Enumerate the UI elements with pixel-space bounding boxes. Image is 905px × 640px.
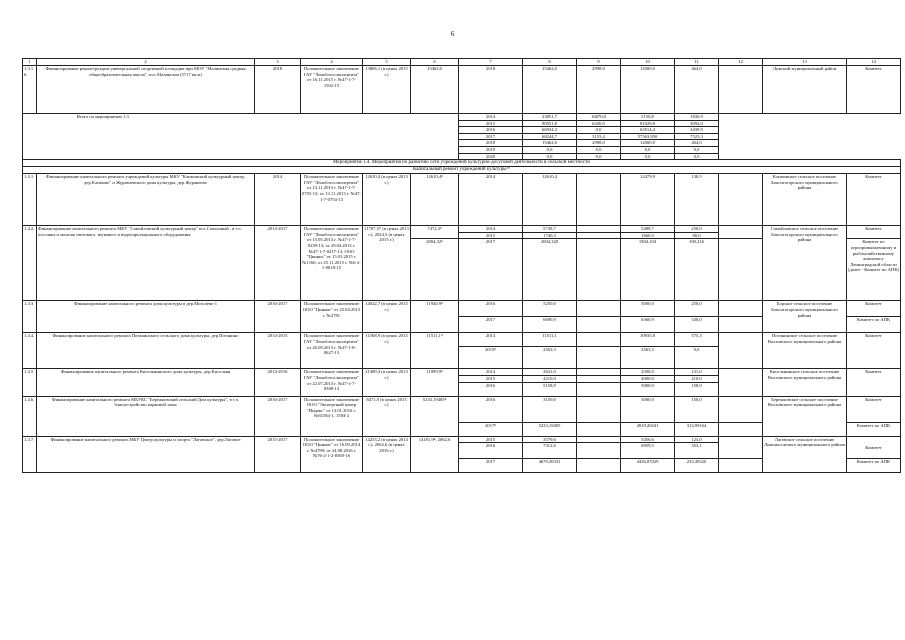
row-federal: [577, 375, 621, 382]
row-need: 11999,9⁸: [411, 369, 459, 396]
row-title: Финансирование капитального ремонта МКУ "Самойловский культурный центр" пос.Совхозный , в т.ч. поставка и монтаж светового, звукового и видеопроекционного оборудования: [37, 226, 255, 301]
row-years: 2014: [255, 174, 301, 226]
total-year: 2020: [459, 153, 523, 160]
row-year: 2017⁸: [459, 422, 523, 436]
row-local: 353,1: [675, 443, 719, 459]
row-total: 6690,9: [523, 317, 577, 333]
program-table: [22, 58, 899, 473]
row-year: 2014: [459, 333, 523, 347]
column-number: 2: [37, 59, 255, 66]
row-other: [719, 422, 763, 436]
row-federal: [577, 347, 621, 369]
row-federal: [577, 443, 621, 459]
financing-table: [22, 58, 901, 473]
row-document: Положительное заключение ГАУ "Леноблгосэкспертиза" от 26.09.2013 г. №47-1-8-0627-13: [301, 333, 363, 369]
row-need: 11940,9⁸: [411, 301, 459, 333]
row-other: [719, 333, 763, 369]
total-sum: 23851,7: [523, 114, 577, 121]
row-responsible: Комитет по АПК: [847, 317, 901, 333]
column-number: 6: [411, 59, 459, 66]
total-regional: 81029,8: [621, 120, 675, 127]
row-title: Финансирование капитального ремонта дома культуры в дер.Мозолево-1: [37, 301, 255, 333]
row-cost: 8471,0 (в ценах 2015 г.): [363, 396, 411, 436]
row-responsible: Комитет: [847, 301, 901, 317]
column-number: 5: [363, 59, 411, 66]
row-title: Финансирование капитального ремонта учреждений культуры МКУ "Климовский культурный центр, дер.Климово" и Журавлевского дома культуры, дер.Журавлево: [37, 174, 255, 226]
total-year: 2017: [459, 133, 523, 140]
row-document: Положительное заключение ГАУ "Леноблгосэкспертиза" от 15.05.2013 г. №47-1-7-0239-13; от 29.04.2013 г. №47-1-7-0217-13; ООО "Циннис" от 15.03.2015 г. №1166; от 25.11.2015 г. №6-2-1-0818-15: [301, 226, 363, 301]
row-regional: 1660,3: [621, 232, 675, 239]
row-beneficiary: Лаговское сельское поселение Ломоносовского муниципального района: [763, 436, 847, 473]
row-document: Положительное заключение ООО "Экспертный центр "Индекс" от 13.01.2016 г. №61584-1, 1584-2: [301, 396, 363, 436]
row-year: 2016: [459, 396, 523, 422]
row-responsible: Комитет: [847, 369, 901, 396]
row-total: 4670,36331: [523, 459, 577, 473]
total-federal: 6430,0: [577, 120, 621, 127]
row-total: 4210,0: [523, 375, 577, 382]
total-federal: 3155,4: [577, 133, 621, 140]
row-federal: [577, 226, 621, 233]
total-regional: 0,0: [621, 146, 675, 153]
total-sum: 15462,0: [523, 140, 577, 147]
row-number: 1.4.5: [23, 369, 37, 396]
total-federal: 16870,0: [577, 114, 621, 121]
row-number: 1.4.7.: [23, 436, 37, 473]
row-federal: [577, 333, 621, 347]
row-total: 1740,3: [523, 232, 577, 239]
row-other: [719, 301, 763, 317]
row-local: 233,49320: [675, 459, 719, 473]
row-total: 5250,0: [523, 301, 577, 317]
total-local: 3092,0: [675, 120, 719, 127]
row-federal: [577, 239, 621, 301]
row-year: 2016: [459, 443, 523, 459]
row-federal: [577, 396, 621, 422]
total-regional: 5150,8: [621, 114, 675, 121]
total-year: 2015: [459, 120, 523, 127]
row-total: 3150,0: [523, 396, 577, 422]
row-other: [719, 174, 763, 226]
row-document: Положительное заключение ГАУ "Леноблгосэкспертиза" от 13.11.2013 г. №47-1-7-0755-13; от 13.11.2013 г. №47-1-7-0754-13: [301, 174, 363, 226]
row-title: Финансирование капитального ремонта Кисельнинского дома культуры, дер.Кисельня: [37, 369, 255, 396]
total-federal: 0,0: [577, 153, 621, 160]
row-local: 131,0: [675, 369, 719, 376]
row-other: [719, 239, 763, 301]
row-document: Положительное заключение ГАУ "Леноблгосэкспертиза" от 16.11.2015 г. №47-1-7-1502-15: [301, 66, 363, 114]
row-federal: [577, 436, 621, 443]
row-title: Финансирование капитального ремонта Потанинского сельского дома культуры, дер.Потанино: [37, 333, 255, 369]
row-total: 5233,19405: [523, 422, 577, 436]
row-regional: 12000,0: [621, 66, 675, 114]
total-sum: 68244,7: [523, 133, 577, 140]
total-federal: 2998,0: [577, 140, 621, 147]
row-regional: 4000,0: [621, 375, 675, 382]
capital-repair-title: Капитальный ремонт учреждений культуры¹⁰: [23, 167, 901, 174]
row-other: [719, 436, 763, 459]
total-sum: 90551,8: [523, 120, 577, 127]
row-document: Положительное заключение ООО "Циннис" от 25.04.2015 г. №2781: [301, 301, 363, 333]
column-number: 7: [459, 59, 523, 66]
row-local: 575,3: [675, 333, 719, 347]
row-regional: 5488,7: [621, 226, 675, 233]
row-responsible: Комитет: [847, 66, 901, 114]
row-cost: 11707,57 (в ценах 2013 г.), 2024,5 (в ценах 2015 г.): [363, 226, 411, 301]
row-regional: 5000,0: [621, 382, 675, 396]
row-year: 2016: [459, 382, 523, 396]
row-local: 210,0: [675, 375, 719, 382]
row-year: 2015⁸: [459, 347, 523, 369]
row-local: 330,0: [675, 317, 719, 333]
row-cost: 14253,2 (в ценах 2014 г.), 2062,6 (в ценах 2016 г.): [363, 436, 411, 473]
row-document: Положительное заключение ГАУ "Леноблгосэкспертиза" от 22.07.2013 г. №47-1-7-0388-13: [301, 369, 363, 396]
row-local: 250,0: [675, 226, 719, 233]
row-need: 5233,19405⁸: [411, 396, 459, 436]
total-federal: 0,0: [577, 127, 621, 134]
section-title-row: [23, 160, 901, 167]
column-number: 9: [577, 59, 621, 66]
total-regional: 63514,4: [621, 127, 675, 134]
row-federal: 2998,9: [577, 66, 621, 114]
row-regional: 1904,104: [621, 239, 675, 301]
column-number: 4: [301, 59, 363, 66]
row-need: 11511,1⁸: [411, 333, 459, 369]
row-title: Финансирование капитального ремонта МБУ Центр культуры и спорта "Лаговское", дер.Лаговое: [37, 436, 255, 473]
row-years: 2016-2017: [255, 301, 301, 333]
total-local: 0,0: [675, 153, 719, 160]
row-beneficiary: Кисельнинское сельское поселение Волховского муниципального района: [763, 369, 847, 396]
row-regional: 3456,6: [621, 436, 675, 443]
table-row: [23, 226, 901, 233]
row-year: 2015: [459, 436, 523, 443]
row-responsible: Комитет по АПК: [847, 422, 901, 436]
row-total: 3579,6: [523, 436, 577, 443]
table-row: [23, 301, 901, 317]
row-year: 2017: [459, 317, 523, 333]
total-sum: 0,0: [523, 153, 577, 160]
page-number: 6: [450, 30, 455, 38]
row-other: [719, 226, 763, 239]
total-year: 2019: [459, 146, 523, 153]
row-years: 2014-2017: [255, 226, 301, 301]
total-label: Итого по мероприятию 1.3: [37, 114, 459, 160]
row-federal: [577, 369, 621, 376]
table-row: [23, 396, 901, 422]
row-regional: 10935,8: [621, 333, 675, 347]
row-responsible: Комитет: [847, 174, 901, 226]
row-beneficiary: Климовское сельское поселение Бокситогорского муниципального района: [763, 174, 847, 226]
row-beneficiary: Самойловское сельское поселение Бокситогорского муниципального района: [763, 226, 847, 301]
row-year: 2014: [459, 174, 523, 226]
row-total: 15462,0: [523, 66, 577, 114]
row-responsible: Комитет: [847, 333, 901, 369]
row-regional: 5000,0: [621, 301, 675, 317]
total-federal: 0,0: [577, 146, 621, 153]
row-number: 1.4.1.: [23, 174, 37, 226]
row-beneficiary: Потанинское сельское поселение Волховского муниципального района: [763, 333, 847, 369]
row-responsible: Комитет по АПК: [847, 459, 901, 473]
row-regional: 6959,5: [621, 443, 675, 459]
total-year: 2016: [459, 127, 523, 134]
row-year: 2018: [459, 66, 523, 114]
row-regional: 3000,0: [621, 396, 675, 422]
row-need: 2004,32⁸: [411, 239, 459, 301]
row-years: 2014-2016: [255, 369, 301, 396]
row-federal: [577, 301, 621, 317]
row-regional: 4919,20241: [621, 422, 675, 436]
row-other: [719, 66, 763, 114]
row-year: 2014: [459, 226, 523, 233]
row-total: 11511,1: [523, 333, 577, 347]
total-year: 2014: [459, 114, 523, 121]
row-regional: 12479,9: [621, 174, 675, 226]
row-total: 2563,3: [523, 347, 577, 369]
column-number: 14: [847, 59, 901, 66]
row-years: 2015-2017: [255, 436, 301, 473]
row-cost: 12610,4 (в ценах 2013 г.): [363, 174, 411, 226]
row-number: 1.4.6.: [23, 396, 37, 436]
row-number: 1.4.2.: [23, 226, 37, 301]
row-total: 2004,320: [523, 239, 577, 301]
row-federal: [577, 459, 621, 473]
table-row: [23, 333, 901, 347]
row-responsible: Комитет: [847, 396, 901, 422]
row-other: [719, 459, 763, 473]
row-local: 313,99164: [675, 422, 719, 436]
row-total: 12610,4: [523, 174, 577, 226]
row-year: 2015: [459, 375, 523, 382]
total-sum: 0,0: [523, 146, 577, 153]
row-year: 2017: [459, 239, 523, 301]
row-number: 1.4.3: [23, 301, 37, 333]
row-total: 2631,0: [523, 369, 577, 376]
row-local: 0,0: [675, 347, 719, 369]
column-number: 3: [255, 59, 301, 66]
table-row: [23, 436, 901, 443]
total-local: 7525,3: [675, 133, 719, 140]
row-total: 5738,7: [523, 226, 577, 233]
row-year: 2017: [459, 459, 523, 473]
total-year: 2018: [459, 140, 523, 147]
row-beneficiary: Борское сельское поселение Бокситогорского муниципального района: [763, 301, 847, 333]
row-responsible: Комитет: [847, 436, 901, 459]
event-title: Мероприятие 1.4. Мероприятия по развитию сети учреждений культурно-досуговой деятельности в сельской местности: [23, 160, 901, 167]
row-number: 1.4.4.: [23, 333, 37, 369]
row-total: 7312,6: [523, 443, 577, 459]
row-regional: 6360,9: [621, 317, 675, 333]
row-local: 80,0: [675, 232, 719, 239]
row-responsible: Комитет по агропромышленному и рыбохозяйственному комплексу Ленинградской области (далее - Комитет по АПК): [847, 239, 901, 301]
total-local: 0,0: [675, 146, 719, 153]
row-regional: 2563,3: [621, 347, 675, 369]
column-number: 11: [675, 59, 719, 66]
row-responsible: Комитет: [847, 226, 901, 239]
row-year: 2014: [459, 369, 523, 376]
row-cost: 11568,9 (в ценах 2013 г.): [363, 333, 411, 369]
row-need: 15462,0: [411, 66, 459, 114]
row-federal: [577, 422, 621, 436]
total-sum: 66934,3: [523, 127, 577, 134]
row-federal: [577, 317, 621, 333]
row-beneficiary: Лужский муниципальный район: [763, 66, 847, 114]
row-cost: 21489,4 (в ценах 2013 г.): [363, 369, 411, 396]
row-local: 250,0: [675, 301, 719, 317]
total-local: 464,0: [675, 140, 719, 147]
total-local: 1830,9: [675, 114, 719, 121]
column-number-row: [23, 59, 901, 66]
row-regional: 4436,87029: [621, 459, 675, 473]
total-regional: 0,0: [621, 153, 675, 160]
section-subtitle-row: [23, 167, 901, 174]
row-years: 2018: [255, 66, 301, 114]
row-number: 1.3.16.: [23, 66, 37, 114]
row-years: 2014-2015: [255, 333, 301, 369]
row-total: 5158,9: [523, 382, 577, 396]
total-local: 3439,9: [675, 127, 719, 134]
column-number: 8: [523, 59, 577, 66]
table-row: [23, 369, 901, 376]
row-need: 14181,9⁸; 2062,6: [411, 436, 459, 473]
row-local: 158,9: [675, 382, 719, 396]
row-local: 150,0: [675, 396, 719, 422]
total-regional: 57563,950: [621, 133, 675, 140]
row-local: 123,0: [675, 436, 719, 443]
row-need: 7472,2⁸: [411, 226, 459, 239]
row-local: 130,5: [675, 174, 719, 226]
row-federal: [577, 232, 621, 239]
row-years: 2016-2017: [255, 396, 301, 436]
row-year: 2016: [459, 301, 523, 317]
table-row: [23, 174, 901, 226]
total-regional: 12000,0: [621, 140, 675, 147]
row-local: 464,0: [675, 66, 719, 114]
column-number: 1: [23, 59, 37, 66]
row-other: [719, 317, 763, 333]
row-need: 12610,4⁸: [411, 174, 459, 226]
row-title: Финансирование капитального ремонта МБУКС "Бережковский сельский Дом культуры", в т.ч. благоустройство парковой зоны: [37, 396, 255, 436]
row-beneficiary: Бережковское сельское поселение Волховского муниципального района: [763, 396, 847, 436]
row-local: 100,216: [675, 239, 719, 301]
table-row: [23, 66, 901, 114]
total-row: [23, 114, 901, 121]
row-cost: 14022,7 (в ценах 2015 г.): [363, 301, 411, 333]
column-number: 12: [719, 59, 763, 66]
column-number: 13: [763, 59, 847, 66]
row-other: [719, 369, 763, 396]
row-document: Положительное заключение ООО "Циннис" от 16.09.2014 г. №4789; от 24.08.2016 г. №76-2-1-2-0560-16: [301, 436, 363, 473]
row-federal: [577, 382, 621, 396]
row-other: [719, 396, 763, 422]
row-year: 2015: [459, 232, 523, 239]
row-federal: [577, 174, 621, 226]
row-cost: 13806,1 (в ценах 2015 г.): [363, 66, 411, 114]
row-title: Финансирование реконструкции универсальной спортивной площадки при МОУ "Малинская средняя общеобразовательная школа", пос.Малинская (5717 кв.м): [37, 66, 255, 114]
column-number: 10: [621, 59, 675, 66]
row-regional: 2500,0: [621, 369, 675, 376]
